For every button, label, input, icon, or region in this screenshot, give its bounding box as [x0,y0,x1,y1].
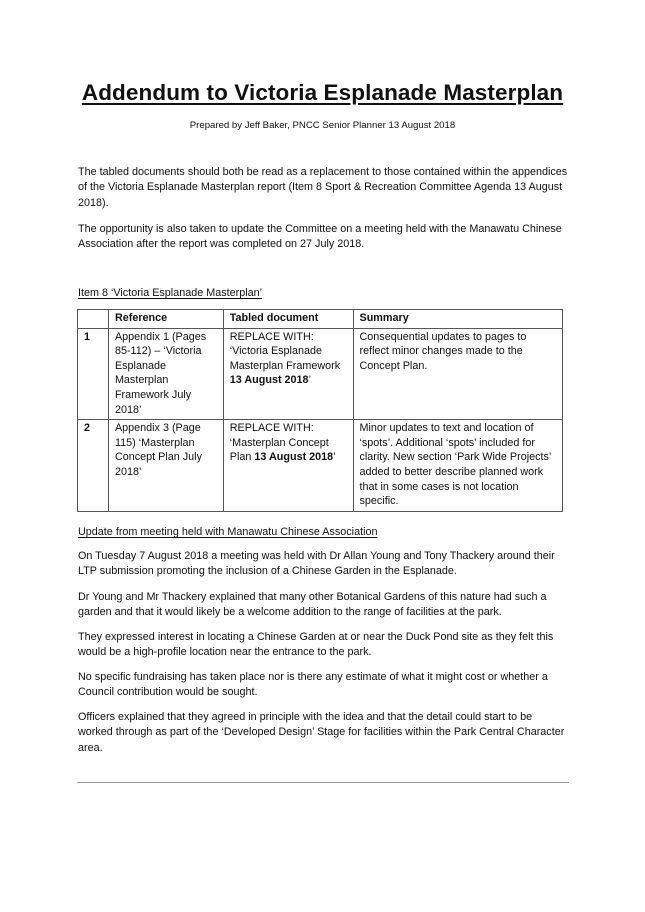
header-number [78,310,109,329]
row-reference: Appendix 1 (Pages 85-112) – ‘Victoria Esplanade Masterplan Framework July 2018’ [108,328,223,420]
meeting-paragraph-3: They expressed interest in locating a Chinese Garden at or near the Duck Pond site as they felt this would be a high-profile location near the entrance to the park. [78,631,554,659]
header-tabled-document: Tabled document [223,310,353,329]
meeting-paragraph-5: Officers explained that they agreed in principle with the idea and that the detail could start to be worked through as part of the ‘Developed Design’ Stage for facilities within the Park Central Character area. [78,711,565,754]
tabled-replace-label: REPLACE WITH: [229,422,314,435]
tabled-doc-date: 13 August 2018 [229,374,309,387]
row-summary: Consequential updates to pages to reflect minor changes made to the Concept Plan. [353,328,563,420]
header-reference: Reference [108,310,223,329]
tabled-doc-close-quote: ’ [308,374,311,387]
row-reference: Appendix 3 (Page 115) ‘Masterplan Concept Plan July 2018’ [108,420,223,512]
tabled-doc-date: 13 August 2018 [254,451,334,464]
intro-paragraph-2: The opportunity is also taken to update the Committee on a meeting held with the Manawatu Chinese Association after the report was completed on 27 July 2018. [78,223,562,251]
row-summary: Minor updates to text and location of ‘spots’. Additional ‘spots’ included for clarity. New section ‘Park Wide Projects’ added to better describe planned work that in some cases is not location specific. [353,420,563,512]
table-row [78,328,563,420]
row-tabled-document [223,420,353,512]
row-number: 1 [78,328,109,420]
section-heading-meeting-update: Update from meeting held with Manawatu Chinese Association [78,526,378,538]
tabled-doc-close-quote: ’ [333,451,336,464]
page-subtitle: Prepared by Jeff Baker, PNCC Senior Planner 13 August 2018 [189,120,456,131]
tabled-doc-name: ‘Masterplan Concept Plan [229,436,329,464]
tabled-replace-label: REPLACE WITH: [229,330,314,343]
section-heading-item8: Item 8 ‘Victoria Esplanade Masterplan’ [78,287,263,299]
meeting-paragraph-1: On Tuesday 7 August 2018 a meeting was held with Dr Allan Young and Tony Thackery around their LTP submission promoting the inclusion of a Chinese Garden in the Esplanade. [78,550,555,578]
header-summary: Summary [353,310,563,329]
meeting-paragraph-4: No specific fundraising has taken place nor is there any estimate of what it might cost or whether a Council contribution would be sought. [78,671,548,699]
tabled-doc-name: ‘Victoria Esplanade Masterplan Framework [229,345,341,372]
intro-paragraph-1: The tabled documents should both be read as a replacement to those contained within the appendices of the Victoria Esplanade Masterplan report (Item 8 Sport & Recreation Committee Agenda 13 August 2018). [78,166,568,209]
table-header-row [78,310,563,329]
row-tabled-document [223,328,353,420]
page-title: Addendum to Victoria Esplanade Masterplan [81,80,564,105]
footer-divider [77,782,569,783]
tabled-documents-table [77,309,563,512]
meeting-paragraph-2: Dr Young and Mr Thackery explained that many other Botanical Gardens of this nature had such a garden and that it would likely be a welcome addition to the range of facilities at the park. [78,591,547,619]
row-number: 2 [78,420,109,512]
table-row [78,420,563,512]
